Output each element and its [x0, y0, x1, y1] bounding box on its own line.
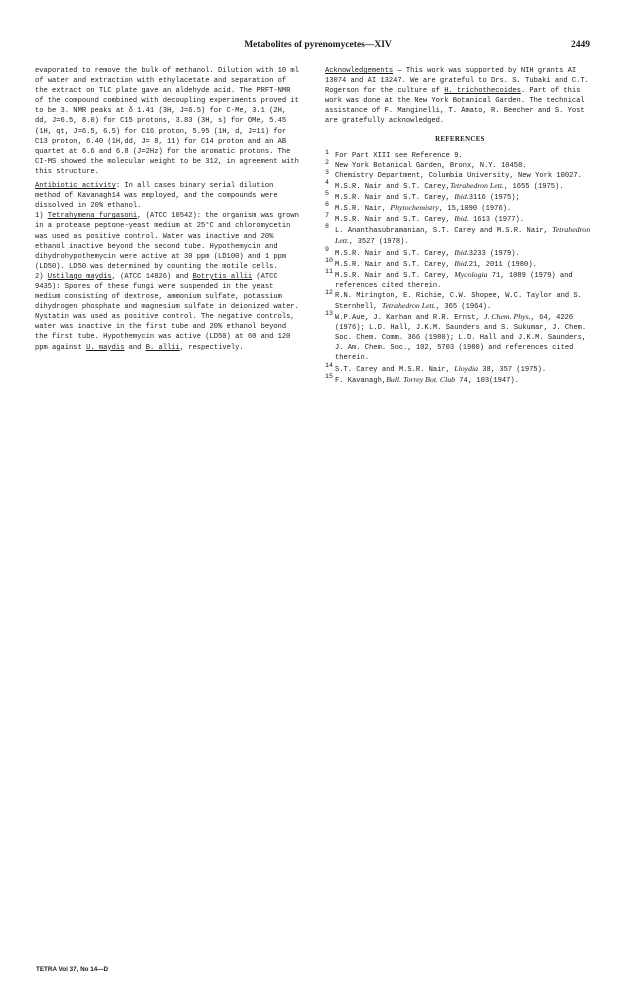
- right-column: [325, 66, 595, 386]
- item-2-text: (ATCC 9435): Spores of these fungi were suspended in the yeast medium consisting of dextrose, ammonium sulfate, potassium dihydrogen phosphate and magnesium sulfate in deionized water. Nystatin was used as positive control. The negative controls, water was inactive in the first tube and 20% ethanol beyond the first tube. Hypothemycin was active (LD50) at 60 and 120 ppm against: [35, 272, 304, 352]
- reference-authors: L. Ananthasubramanian, S.T. Carey and M.S.R. Nair,: [335, 227, 553, 236]
- reference-number: 6: [325, 201, 329, 209]
- reference-journal: Ibid.: [454, 192, 469, 202]
- reference-details: 1613 (1977).: [468, 216, 525, 225]
- antibiotic-heading: Antibiotic activity: [35, 182, 116, 191]
- reference-number: 10: [325, 256, 333, 264]
- reference-item: [325, 288, 595, 312]
- reference-details: 3116 (1975);: [468, 194, 520, 203]
- antibiotic-text: : In all cases binary serial dilution method of Kavanagh14 was employed, and the compounds were dissolved in 20% ethanol.: [35, 182, 282, 211]
- reference-item: [325, 178, 595, 192]
- reference-number: 12: [325, 288, 333, 296]
- reference-number: 11: [325, 267, 333, 275]
- footer-text: TETRA Vol 37, No 14—D: [36, 966, 109, 973]
- reference-text: For Part XIII see Reference 9.: [335, 151, 463, 160]
- reference-item: [325, 245, 595, 259]
- reference-item: [325, 372, 595, 386]
- reference-authors: M.S.R. Nair,: [335, 205, 391, 214]
- reference-number: 2: [325, 158, 329, 166]
- item-2: [35, 272, 303, 353]
- reference-item: [325, 158, 595, 171]
- reference-item: [325, 256, 595, 270]
- reference-item: [325, 148, 595, 161]
- reference-details: , 1655 (1975).: [503, 182, 564, 191]
- item-1: [35, 211, 303, 272]
- reference-journal: Lloydia: [454, 363, 479, 373]
- reference-item: [325, 225, 595, 247]
- reference-journal: Phytochemistry: [390, 203, 439, 213]
- reference-details: , 64, 4226 (1976); L.D. Hall, J.K.M. Saunders and S. Sukumar, J. Chem. Soc. Chem. Comm. 366 (1980); L.D. Hall and J.K.M. Saunders, J. Am. Chem. Soc., 102, 5703 (1980) and references cited therein.: [335, 314, 591, 363]
- organism-name: Tetrahymena furgasoni: [47, 212, 138, 221]
- reference-details: , 3527 (1978).: [349, 238, 409, 247]
- organism-name: H. trichothecoides: [444, 87, 521, 96]
- reference-item: [325, 214, 595, 225]
- reference-number: 13: [325, 310, 333, 318]
- experimental-paragraph: evaporated to remove the bulk of methanol. Dilution with 10 ml of water and extraction with ethylacetate and separation of the extract on TLC plate gave an aldehyde acid. The PRFT-NMR of the compound combined with decoupling experiments proved it to be 3. NMR peaks at δ 1.41 (3H, J=6.5) for C-Me, 3.1 (2H, dd, J=6.5, 8.0) for C15 protons, 3.83 (3H, s) for OMe, 5.45 (1H, qt, J=6.5, 6.5) for C16 proton, 5.95 (1H, d, J=11) for C13 proton, 6.40 (1H,dd, J= 8, 11) for C14 proton and an AB quartet at 6.6 and 6.8 (J=2Hz) for the aromatic protons. The CI-MS showed the molecular weight to be 312, in agreement with this structure.: [35, 67, 304, 176]
- reference-details: 71, 1089 (1979) and references cited therein.: [335, 271, 577, 290]
- reference-authors: M.S.R. Nair and S.T. Carey,: [335, 271, 455, 280]
- reference-authors: F. Kavanagh,: [335, 376, 387, 385]
- reference-number: 14: [325, 361, 333, 369]
- reference-list: [325, 148, 595, 386]
- reference-details: 3233 (1979).: [468, 249, 520, 258]
- reference-journal: Ibid.: [454, 247, 469, 257]
- acknowledgements-paragraph: [325, 66, 595, 127]
- ack-text-1: — This work was supported by NIH grants AI 13074 and AI 13247. We are grateful to Drs. S. Tubaki and C.T. Rogerson for the culture of: [325, 67, 594, 96]
- reference-details: 74, 103(1947).: [455, 376, 519, 385]
- item-2-end: , respectively.: [179, 343, 244, 352]
- reference-number: 9: [325, 245, 329, 253]
- reference-authors: M.S.R. Nair and S.T. Carey,: [335, 194, 455, 203]
- organism-name: Botrytis allii: [192, 272, 253, 281]
- reference-journal: Tetrahedron Lett.: [335, 225, 593, 246]
- antibiotic-paragraph: [35, 181, 303, 211]
- reference-details: , 365 (1964).: [435, 302, 492, 311]
- item-2-mid: , (ATCC 14826) and: [111, 272, 193, 281]
- reference-number: 7: [325, 212, 329, 220]
- acknowledgements-heading: Acknowledgements: [325, 67, 394, 75]
- organism-abbr: B. allii: [145, 343, 180, 352]
- reference-journal: Ibid.: [454, 258, 469, 268]
- reference-text: Chemistry Department, Columbia University, New York 10027.: [335, 171, 582, 180]
- reference-journal: Mycologia: [454, 269, 488, 279]
- reference-number: 5: [325, 190, 329, 198]
- reference-authors: M.S.R. Nair and S.T. Carey,: [335, 260, 455, 269]
- references-heading: REFERENCES: [435, 135, 485, 143]
- reference-details: , 15,1090 (1976).: [438, 205, 512, 214]
- item-2-prefix: 2): [35, 272, 48, 281]
- reference-authors: W.P.Aue, J. Karhan and R.R. Ernst,: [335, 314, 484, 323]
- page-number: 2449: [571, 40, 590, 50]
- reference-journal: Ibid.: [454, 214, 469, 224]
- reference-item: [325, 312, 595, 363]
- reference-journal: Tetrahedron Lett.: [449, 180, 504, 190]
- reference-item: [325, 267, 595, 291]
- reference-number: 15: [325, 372, 333, 380]
- reference-authors: M.S.R. Nair and S.T. Carey,: [335, 182, 450, 191]
- item-2-and: and: [124, 343, 146, 352]
- reference-authors: R.N. Mirington, E. Richie, C.W. Shopee, W.C. Taylor and S. Sternhell,: [335, 291, 587, 311]
- running-head: Metabolites of pyrenomycetes—XIV: [244, 40, 392, 50]
- reference-journal: Tetrahedron Lett.: [381, 300, 436, 310]
- reference-number: 4: [325, 178, 329, 186]
- reference-details: 21, 2011 (1980).: [468, 260, 537, 269]
- item-1-text: , (ATCC 10542): the organism was grown in a protease peptone-yeast medium at 25°C and chloromycetin was used as positive control. Water was inactive and 20% ethanol inactive beyond the second tube. Hypothemycin and dihydrohypothemycin were active at 30 ppm (LD100) and 1 ppm (LD50). LD50 was determined by counting the motile cells.: [35, 212, 304, 271]
- reference-authors: S.T. Carey and M.S.R. Nair,: [335, 365, 455, 374]
- reference-item: [325, 192, 595, 203]
- reference-journal: Bull. Torrey Bot. Club: [386, 374, 456, 384]
- reference-authors: M.S.R. Nair and S.T. Carey,: [335, 216, 455, 225]
- reference-journal: J. Chem. Phys.: [484, 312, 531, 322]
- reference-text: New York Botanical Garden, Bronx, N.Y. 10458.: [335, 161, 527, 170]
- organism-abbr: U. maydis: [86, 343, 125, 352]
- reference-number: 1: [325, 148, 329, 156]
- organism-name: Ustilago maydis: [47, 272, 112, 281]
- ack-text-2: . Part of this work was done at the New York Botanical Garden. The technical assistance of F. Manginelli, T. Amato, R. Beecher and S. Yost are gratefully acknowledged.: [325, 87, 589, 126]
- reference-authors: M.S.R. Nair and S.T. Carey,: [335, 249, 455, 258]
- reference-number: 8: [325, 223, 329, 231]
- reference-item: [325, 168, 595, 181]
- left-column: [35, 66, 303, 353]
- reference-item: [325, 203, 595, 214]
- reference-number: 3: [325, 168, 329, 176]
- reference-details: 38, 357 (1975).: [478, 365, 547, 374]
- item-1-prefix: 1): [35, 212, 48, 221]
- reference-item: [325, 361, 595, 375]
